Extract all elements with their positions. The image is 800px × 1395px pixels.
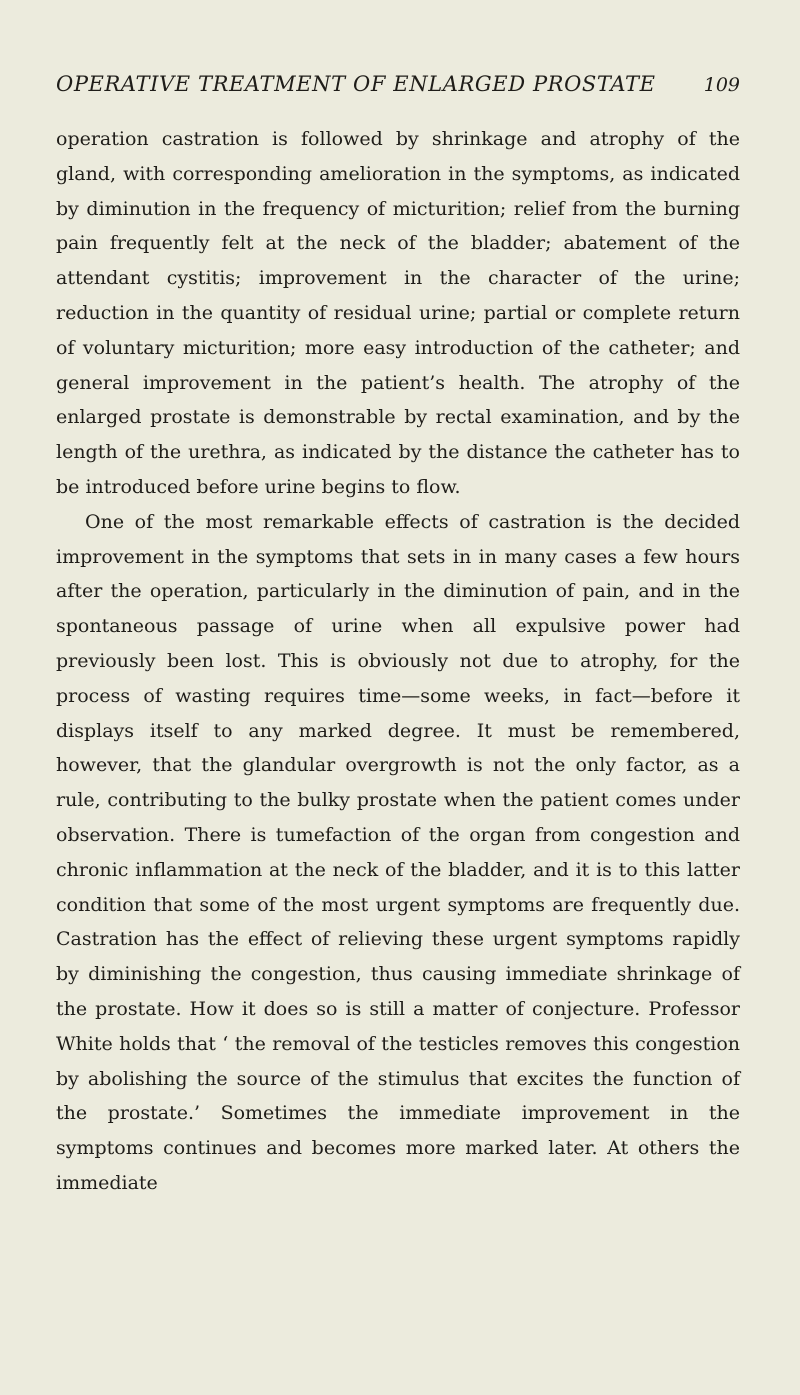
- page-number: 109: [703, 74, 740, 96]
- paragraph-castration-effects: One of the most remarkable effects of castration is the decided improvement in the symptoms that sets in in many cases a few hours after the operation, particularly in the diminution of pain, and in the spontaneous passage of urine when all expulsive power had previously been lost. This is obviously not due to atrophy, for the process of wasting requires time—some weeks, in fact—before it displays itself to any marked degree. It must be remembered, however, that the glandular overgrowth is not the only factor, as a rule, contributing to the bulky prostate when the patient comes under observation. There is tumefaction of the organ from congestion and chronic inflammation at the neck of the bladder, and it is to this latter condition that some of the most urgent symptoms are frequently due. Castration has the effect of relieving these urgent symptoms rapidly by diminishing the congestion, thus causing immediate shrinkage of the prostate. How it does so is still a matter of conjecture. Professor White holds that ‘ the removal of the testicles removes this congestion by abolishing the source of the stimulus that excites the function of the prostate.’ Sometimes the immediate improvement in the symptoms continues and becomes more marked later. At others the immediate: [56, 510, 740, 1194]
- body-text: [56, 122, 740, 1201]
- running-head: [56, 72, 740, 112]
- running-title: OPERATIVE TREATMENT OF ENLARGED PROSTATE: [56, 72, 656, 96]
- paragraph-continued: operation castration is followed by shrinkage and atrophy of the gland, with corresponding amelioration in the symptoms, as indicated by diminution in the frequency of micturition; relief from the burning pain frequently felt at the neck of the bladder; abatement of the attendant cystitis; improvement in the character of the urine; reduction in the quantity of residual urine; partial or complete return of voluntary micturition; more easy introduction of the catheter; and general improvement in the patient’s health. The atrophy of the enlarged prostate is demonstrable by rectal examination, and by the length of the urethra, as indicated by the distance the catheter has to be introduced before urine begins to flow.: [56, 128, 740, 498]
